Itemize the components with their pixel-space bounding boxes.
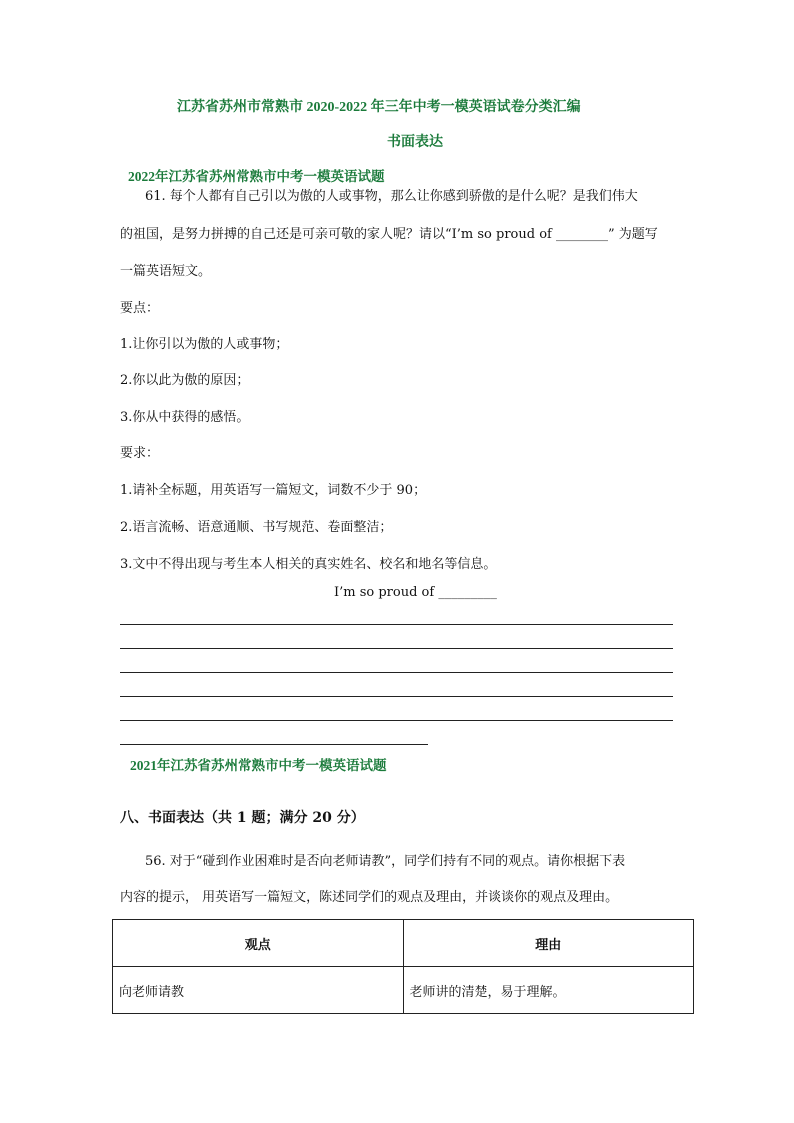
part-heading: 八、书面表达（共 1 题；满分 20 分）: [120, 810, 365, 826]
table-header-row: [113, 920, 694, 967]
writing-line: [120, 720, 673, 721]
question-56-line-1: 56. 对于“碰到作业困难时是否向老师请教”，同学们持有不同的观点。请你根据下表: [145, 854, 626, 869]
points-label: 要点：: [120, 301, 160, 316]
document-subtitle: 书面表达: [387, 135, 443, 150]
section-2021-heading: 2021年江苏省苏州常熟市中考一模英语试题: [130, 758, 387, 773]
requirement-item: 3.文中不得出现与考生本人相关的真实姓名、校名和地名等信息。: [120, 557, 497, 572]
requirement-item: 1.请补全标题，用英语写一篇短文，词数不少于 90；: [120, 483, 427, 498]
table-cell-opinion: 向老师请教: [113, 967, 404, 1014]
table-cell-reason: 老师讲的清楚，易于理解。: [403, 967, 694, 1014]
question-56-line-2: 内容的提示， 用英语写一篇短文，陈述同学们的观点及理由，并谈谈你的观点及理由。: [120, 890, 619, 905]
writing-line: [120, 696, 673, 697]
writing-line: [120, 744, 428, 745]
section-2022-heading: 2022年江苏省苏州常熟市中考一模英语试题: [128, 169, 385, 184]
essay-title: I’m so proud of _________: [334, 585, 497, 600]
requirements-label: 要求：: [120, 446, 160, 461]
table-header-reason: 理由: [403, 920, 694, 967]
requirement-item: 2.语言流畅、语意通顺、书写规范、卷面整洁；: [120, 520, 393, 535]
table-header-opinion: 观点: [113, 920, 404, 967]
question-61-line-1: 61. 每个人都有自己引以为傲的人或事物，那么让你感到骄傲的是什么呢？是我们伟大: [145, 189, 638, 204]
point-item: 1.让你引以为傲的人或事物；: [120, 337, 289, 352]
writing-line: [120, 672, 673, 673]
writing-line: [120, 624, 673, 625]
opinion-table: [112, 919, 694, 1014]
point-item: 3.你从中获得的感悟。: [120, 410, 250, 425]
writing-line: [120, 648, 673, 649]
question-61-line-3: 一篇英语短文。: [120, 264, 212, 279]
table-row: [113, 967, 694, 1014]
point-item: 2.你以此为傲的原因；: [120, 373, 250, 388]
question-61-line-2: 的祖国，是努力拼搏的自己还是可亲可敬的家人呢？请以“I’m so proud of ________” 为题写: [120, 227, 658, 242]
document-title: 江苏省苏州市常熟市 2020-2022 年三年中考一模英语试卷分类汇编: [177, 100, 581, 115]
